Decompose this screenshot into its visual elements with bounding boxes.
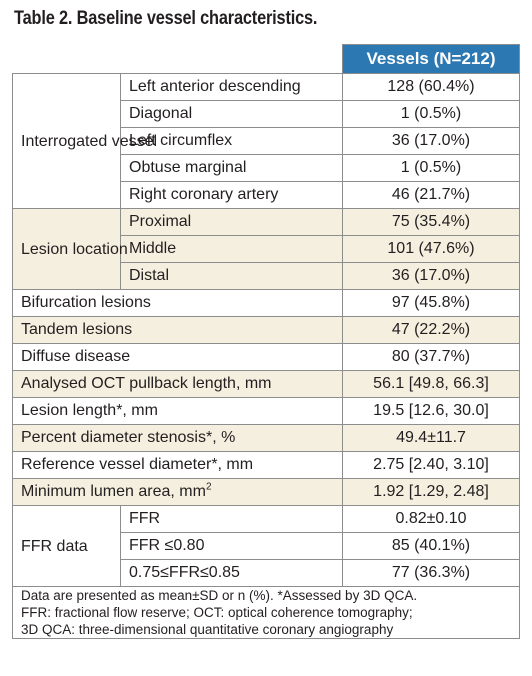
row-value: 0.82±0.10 [343,506,520,533]
table-row [13,371,520,398]
row-value: 36 (17.0%) [343,263,520,290]
table-row [13,209,520,236]
row-label: Left anterior descending [121,74,343,101]
group-label-interrogated-vessel: Interrogated vessel [13,74,121,209]
row-label: FFR ≤0.80 [121,533,343,560]
header-vessels: Vessels (N=212) [343,45,520,74]
row-value: 1 (0.5%) [343,101,520,128]
row-label [13,479,343,506]
row-label: 0.75≤FFR≤0.85 [121,560,343,587]
table-row [13,479,520,506]
row-value: 1 (0.5%) [343,155,520,182]
baseline-vessel-table [12,44,520,639]
footnote-row [13,587,520,639]
row-value: 101 (47.6%) [343,236,520,263]
row-label: Analysed OCT pullback length, mm [13,371,343,398]
table-header-row [13,45,520,74]
group-label-ffr-data: FFR data [13,506,121,587]
row-label: Lesion length*, mm [13,398,343,425]
row-value: 75 (35.4%) [343,209,520,236]
row-value: 80 (37.7%) [343,344,520,371]
row-value: 128 (60.4%) [343,74,520,101]
row-label: Middle [121,236,343,263]
table-title: Table 2. Baseline vessel characteristics. [14,8,318,29]
row-value: 36 (17.0%) [343,128,520,155]
table-footnote [13,587,520,639]
row-value: 19.5 [12.6, 30.0] [343,398,520,425]
superscript-2: 2 [205,481,212,493]
row-label: Bifurcation lesions [13,290,343,317]
table-row [13,344,520,371]
row-label: Obtuse marginal [121,155,343,182]
row-label-text: Minimum lumen area, mm [21,483,206,500]
row-label: Tandem lesions [13,317,343,344]
row-value: 47 (22.2%) [343,317,520,344]
footnote-line: 3D QCA: three-dimensional quantitative coronary angiography [21,622,394,637]
row-value: 77 (36.3%) [343,560,520,587]
footnote-line: FFR: fractional flow reserve; OCT: optical coherence tomography; [21,605,413,620]
row-value: 46 (21.7%) [343,182,520,209]
row-value: 2.75 [2.40, 3.10] [343,452,520,479]
row-value: 49.4±11.7 [343,425,520,452]
row-label: Right coronary artery [121,182,343,209]
row-label: Left circumflex [121,128,343,155]
row-label: Diffuse disease [13,344,343,371]
row-value: 97 (45.8%) [343,290,520,317]
row-label: Reference vessel diameter*, mm [13,452,343,479]
table-row [13,290,520,317]
table-row [13,74,520,101]
row-value: 1.92 [1.29, 2.48] [343,479,520,506]
row-value: 85 (40.1%) [343,533,520,560]
row-label: Proximal [121,209,343,236]
table-row [13,425,520,452]
footnote-line: Data are presented as mean±SD or n (%). *Assessed by 3D QCA. [21,588,418,603]
table-row [13,506,520,533]
header-blank-cell [13,45,343,74]
row-label: Diagonal [121,101,343,128]
table-row [13,398,520,425]
row-label: FFR [121,506,343,533]
row-label: Distal [121,263,343,290]
row-value: 56.1 [49.8, 66.3] [343,371,520,398]
table-row [13,452,520,479]
table-row [13,317,520,344]
group-label-lesion-location: Lesion location [13,209,121,290]
row-label: Percent diameter stenosis*, % [13,425,343,452]
